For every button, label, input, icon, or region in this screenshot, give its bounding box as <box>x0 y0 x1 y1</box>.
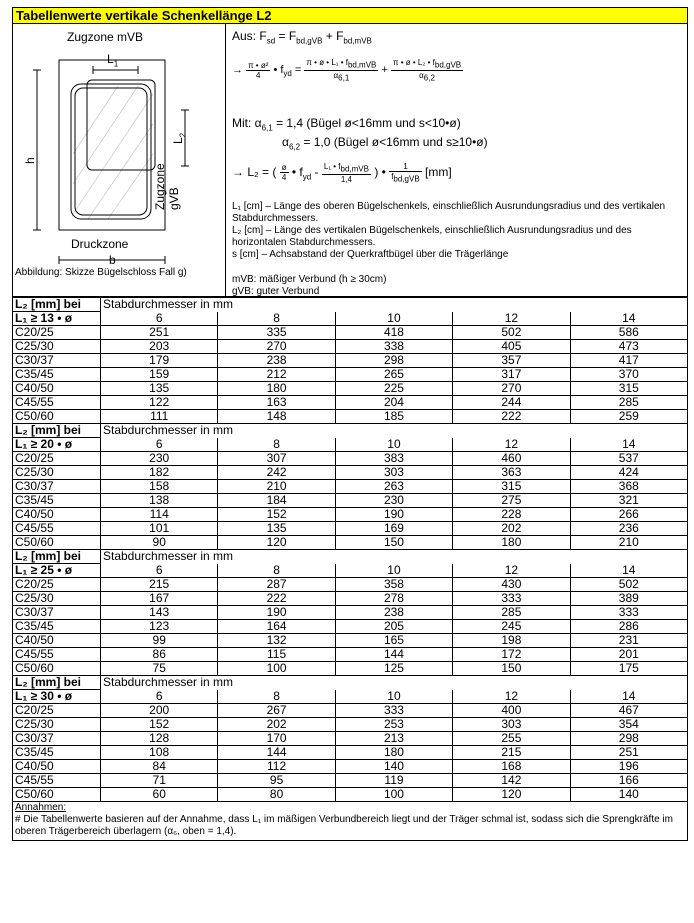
table-cell: 333 <box>453 592 570 606</box>
table-row <box>13 522 688 536</box>
table-row <box>13 354 688 368</box>
table-cell: 285 <box>453 606 570 620</box>
diameter-header: 6 <box>101 438 218 452</box>
table-cell: 321 <box>570 494 687 508</box>
concrete-grade: C25/30 <box>13 592 101 606</box>
table-cell: 473 <box>570 340 687 354</box>
diameter-header: 10 <box>335 564 452 578</box>
table-cell: 286 <box>570 620 687 634</box>
table-cell: 368 <box>570 480 687 494</box>
table-row <box>13 634 688 648</box>
diameter-header: 12 <box>453 564 570 578</box>
table-cell: 111 <box>101 410 218 424</box>
section-condition: L₁ ≥ 25 • ø <box>13 564 101 578</box>
concrete-grade: C50/60 <box>13 410 101 424</box>
table-cell: 383 <box>335 452 452 466</box>
table-cell: 317 <box>453 368 570 382</box>
table-cell: 315 <box>570 382 687 396</box>
table-row <box>13 606 688 620</box>
concrete-grade: C35/45 <box>13 368 101 382</box>
table-cell: 148 <box>218 410 335 424</box>
table-row <box>13 410 688 424</box>
table-cell: 537 <box>570 452 687 466</box>
diameter-row <box>13 312 688 326</box>
table-cell: 202 <box>218 718 335 732</box>
diameter-row <box>13 690 688 704</box>
table-cell: 253 <box>335 718 452 732</box>
b-label: b <box>109 253 116 267</box>
section-header-l2: L₂ [mm] bei <box>13 424 101 438</box>
section-header-row <box>13 424 688 438</box>
page <box>12 7 688 841</box>
sketch-caption: Abbildung: Skizze Bügelschloss Fall g) <box>15 267 187 278</box>
table-cell: 460 <box>453 452 570 466</box>
table-cell: 170 <box>218 732 335 746</box>
table-row <box>13 340 688 354</box>
section-header-l2: L₂ [mm] bei <box>13 298 101 312</box>
diameter-header: 8 <box>218 438 335 452</box>
zugzone-top-label: Zugzone mVB <box>67 30 144 44</box>
diameter-header: 8 <box>218 690 335 704</box>
legend-mvb: mVB: mäßiger Verbund (h ≥ 30cm) <box>232 274 387 285</box>
table-cell: 418 <box>335 326 452 340</box>
table-cell: 358 <box>335 578 452 592</box>
table-row <box>13 774 688 788</box>
table-cell: 175 <box>570 662 687 676</box>
table-cell: 205 <box>335 620 452 634</box>
table-cell: 163 <box>218 396 335 410</box>
table-cell: 122 <box>101 396 218 410</box>
diameter-row <box>13 564 688 578</box>
section-header-row <box>13 298 688 312</box>
table-row <box>13 760 688 774</box>
table-cell: 270 <box>453 382 570 396</box>
table-cell: 298 <box>570 732 687 746</box>
concrete-grade: C20/25 <box>13 452 101 466</box>
table-cell: 225 <box>335 382 452 396</box>
table-cell: 167 <box>101 592 218 606</box>
concrete-grade: C35/45 <box>13 620 101 634</box>
table-cell: 400 <box>453 704 570 718</box>
table-cell: 213 <box>335 732 452 746</box>
table-cell: 238 <box>218 354 335 368</box>
table-cell: 166 <box>570 774 687 788</box>
table-cell: 265 <box>335 368 452 382</box>
table-cell: 278 <box>335 592 452 606</box>
table-cell: 144 <box>335 648 452 662</box>
table-cell: 333 <box>335 704 452 718</box>
table-cell: 115 <box>218 648 335 662</box>
table-cell: 228 <box>453 508 570 522</box>
table-cell: 502 <box>570 578 687 592</box>
table-cell: 90 <box>101 536 218 550</box>
table-cell: 230 <box>101 452 218 466</box>
table-cell: 120 <box>453 788 570 802</box>
table-row <box>13 788 688 802</box>
formula-aus: Aus: $F_{sd} = F_{bd,gVB} + F_{bd,mVB}$ <box>232 29 372 46</box>
table-cell: 255 <box>453 732 570 746</box>
values-table <box>12 297 688 802</box>
table-cell: 140 <box>335 760 452 774</box>
table-cell: 424 <box>570 466 687 480</box>
table-cell: 135 <box>101 382 218 396</box>
table-cell: 417 <box>570 354 687 368</box>
table-cell: 212 <box>218 368 335 382</box>
concrete-grade: C45/55 <box>13 522 101 536</box>
diameter-header: 14 <box>570 438 687 452</box>
table-cell: 263 <box>335 480 452 494</box>
table-cell: 132 <box>218 634 335 648</box>
notes-heading: Annahmen: <box>15 802 67 813</box>
table-cell: 251 <box>101 326 218 340</box>
table-cell: 143 <box>101 606 218 620</box>
assumptions-notes <box>12 802 688 841</box>
table-cell: 363 <box>453 466 570 480</box>
concrete-grade: C45/55 <box>13 774 101 788</box>
table-row <box>13 592 688 606</box>
stirrup-drawing <box>13 24 225 296</box>
concrete-grade: C30/37 <box>13 606 101 620</box>
table-cell: 100 <box>218 662 335 676</box>
table-cell: 114 <box>101 508 218 522</box>
table-cell: 467 <box>570 704 687 718</box>
table-cell: 298 <box>335 354 452 368</box>
concrete-grade: C45/55 <box>13 396 101 410</box>
table-row <box>13 620 688 634</box>
druckzone-label: Druckzone <box>71 237 129 251</box>
table-row <box>13 368 688 382</box>
table-cell: 267 <box>218 704 335 718</box>
legend-s: s [cm] – Achsabstand der Querkraftbügel über die Trägerlänge <box>232 249 509 260</box>
formula-mit-2: $\alpha_{6,2} = 1,0$ (Bügel ø<16mm und s≥10•ø) <box>282 135 488 152</box>
formula-equation-1: → $\frac{\text{π • ø²}}{4}$ • $f_{yd}$ = $\frac{\pi • ø • L_1 • f_{bd,mVB}}{\alpha_{6,1}}$ + $\frac{\pi • ø • L_2 • f_{bd,gVB}}{\alpha_{6,2}}$ <box>232 58 462 83</box>
concrete-grade: C30/37 <box>13 354 101 368</box>
table-cell: 270 <box>218 340 335 354</box>
diameter-header: 10 <box>335 312 452 326</box>
table-cell: 95 <box>218 774 335 788</box>
legend-gvb: gVB: guter Verbund <box>232 286 320 297</box>
table-cell: 135 <box>218 522 335 536</box>
concrete-grade: C50/60 <box>13 662 101 676</box>
diameter-header: 14 <box>570 564 687 578</box>
notes-text: # Die Tabellenwerte basieren auf der Annahme, dass L₁ im mäßigen Verbundbereich liegt und der Träger schmal ist, sodass sich die Sprengkräfte im oberen Trägerbereich überlagern (α₆, oben = 1,4). <box>15 814 673 837</box>
table-cell: 184 <box>218 494 335 508</box>
table-cell: 338 <box>335 340 452 354</box>
table-row <box>13 396 688 410</box>
l2-label: $L_2$ <box>171 132 188 144</box>
table-row <box>13 732 688 746</box>
table-row <box>13 536 688 550</box>
table-cell: 238 <box>335 606 452 620</box>
table-cell: 190 <box>335 508 452 522</box>
table-row <box>13 494 688 508</box>
table-cell: 165 <box>335 634 452 648</box>
concrete-grade: C45/55 <box>13 648 101 662</box>
table-cell: 128 <box>101 732 218 746</box>
table-cell: 303 <box>453 718 570 732</box>
concrete-grade: C40/50 <box>13 760 101 774</box>
table-cell: 204 <box>335 396 452 410</box>
table-cell: 144 <box>218 746 335 760</box>
table-cell: 150 <box>453 662 570 676</box>
table-cell: 354 <box>570 718 687 732</box>
stab-label: Stabdurchmesser in mm <box>101 676 688 690</box>
table-cell: 430 <box>453 578 570 592</box>
table-cell: 370 <box>570 368 687 382</box>
section-header-l2: L₂ [mm] bei <box>13 676 101 690</box>
table-cell: 99 <box>101 634 218 648</box>
diameter-header: 6 <box>101 312 218 326</box>
table-cell: 185 <box>335 410 452 424</box>
table-cell: 152 <box>101 718 218 732</box>
table-cell: 158 <box>101 480 218 494</box>
table-row <box>13 704 688 718</box>
table-cell: 335 <box>218 326 335 340</box>
table-cell: 159 <box>101 368 218 382</box>
table-cell: 244 <box>453 396 570 410</box>
table-cell: 198 <box>453 634 570 648</box>
diameter-header: 12 <box>453 690 570 704</box>
table-row <box>13 508 688 522</box>
top-section <box>12 24 688 297</box>
table-row <box>13 578 688 592</box>
table-cell: 125 <box>335 662 452 676</box>
table-cell: 236 <box>570 522 687 536</box>
table-row <box>13 746 688 760</box>
table-cell: 210 <box>570 536 687 550</box>
table-cell: 389 <box>570 592 687 606</box>
table-cell: 75 <box>101 662 218 676</box>
legend-l2: L₂ [cm] – Länge des vertikalen Bügelschenkels, einschließlich Ausrundungsradius und des horizontalen Stabdurchmessers. <box>232 225 632 248</box>
diameter-header: 10 <box>335 438 452 452</box>
section-condition: L₁ ≥ 13 • ø <box>13 312 101 326</box>
concrete-grade: C30/37 <box>13 732 101 746</box>
diameter-header: 8 <box>218 312 335 326</box>
table-cell: 180 <box>453 536 570 550</box>
concrete-grade: C50/60 <box>13 788 101 802</box>
table-cell: 101 <box>101 522 218 536</box>
section-condition: L₁ ≥ 30 • ø <box>13 690 101 704</box>
page-title: Tabellenwerte vertikale Schenkellänge L2 <box>12 7 688 24</box>
table-row <box>13 480 688 494</box>
table-cell: 251 <box>570 746 687 760</box>
table-cell: 150 <box>335 536 452 550</box>
table-cell: 201 <box>570 648 687 662</box>
table-cell: 333 <box>570 606 687 620</box>
table-cell: 222 <box>453 410 570 424</box>
table-cell: 152 <box>218 508 335 522</box>
table-cell: 285 <box>570 396 687 410</box>
table-cell: 119 <box>335 774 452 788</box>
table-cell: 275 <box>453 494 570 508</box>
table-cell: 120 <box>218 536 335 550</box>
table-cell: 80 <box>218 788 335 802</box>
stab-label: Stabdurchmesser in mm <box>101 424 688 438</box>
table-cell: 315 <box>453 480 570 494</box>
table-cell: 86 <box>101 648 218 662</box>
table-row <box>13 326 688 340</box>
table-cell: 172 <box>453 648 570 662</box>
table-cell: 259 <box>570 410 687 424</box>
table-cell: 179 <box>101 354 218 368</box>
table-cell: 169 <box>335 522 452 536</box>
concrete-grade: C40/50 <box>13 634 101 648</box>
table-cell: 502 <box>453 326 570 340</box>
diameter-header: 12 <box>453 312 570 326</box>
table-cell: 231 <box>570 634 687 648</box>
table-row <box>13 662 688 676</box>
diameter-header: 14 <box>570 312 687 326</box>
table-cell: 230 <box>335 494 452 508</box>
table-cell: 303 <box>335 466 452 480</box>
table-cell: 196 <box>570 760 687 774</box>
table-cell: 215 <box>101 578 218 592</box>
diameter-header: 12 <box>453 438 570 452</box>
l1-label: $L_1$ <box>107 52 119 69</box>
zugzone-side-label: Zugzone gVB <box>153 163 181 210</box>
table-cell: 100 <box>335 788 452 802</box>
table-row <box>13 382 688 396</box>
table-cell: 203 <box>101 340 218 354</box>
formula-equation-2: → L₂ = ( $\frac{ø}{4}$ • $f_{yd}$ - $\frac{L_1 • f_{bd,mVB}}{1,4}$ ) • $\frac{1}{f_{bd,gVB}}$ [mm] <box>232 162 452 184</box>
table-cell: 190 <box>218 606 335 620</box>
section-header-row <box>13 550 688 564</box>
concrete-grade: C30/37 <box>13 480 101 494</box>
concrete-grade: C35/45 <box>13 494 101 508</box>
table-cell: 245 <box>453 620 570 634</box>
table-row <box>13 466 688 480</box>
diameter-header: 6 <box>101 690 218 704</box>
table-cell: 60 <box>101 788 218 802</box>
table-cell: 242 <box>218 466 335 480</box>
table-cell: 357 <box>453 354 570 368</box>
table-cell: 142 <box>453 774 570 788</box>
table-cell: 84 <box>101 760 218 774</box>
table-cell: 112 <box>218 760 335 774</box>
section-condition: L₁ ≥ 20 • ø <box>13 438 101 452</box>
concrete-grade: C20/25 <box>13 326 101 340</box>
concrete-grade: C25/30 <box>13 340 101 354</box>
formula-panel <box>226 24 687 296</box>
formula-mit-1: Mit: $\alpha_{6,1} = 1,4$ (Bügel ø<16mm und s<10•ø) <box>232 116 461 133</box>
stab-label: Stabdurchmesser in mm <box>101 298 688 312</box>
concrete-grade: C20/25 <box>13 704 101 718</box>
table-cell: 405 <box>453 340 570 354</box>
concrete-grade: C40/50 <box>13 382 101 396</box>
table-cell: 123 <box>101 620 218 634</box>
table-cell: 266 <box>570 508 687 522</box>
diameter-header: 10 <box>335 690 452 704</box>
diameter-header: 8 <box>218 564 335 578</box>
concrete-grade: C25/30 <box>13 718 101 732</box>
table-cell: 140 <box>570 788 687 802</box>
section-header-l2: L₂ [mm] bei <box>13 550 101 564</box>
table-cell: 287 <box>218 578 335 592</box>
h-label: h <box>23 157 37 164</box>
table-row <box>13 452 688 466</box>
table-cell: 210 <box>218 480 335 494</box>
concrete-grade: C35/45 <box>13 746 101 760</box>
table-cell: 71 <box>101 774 218 788</box>
section-header-row <box>13 676 688 690</box>
diameter-header: 14 <box>570 690 687 704</box>
table-cell: 108 <box>101 746 218 760</box>
table-cell: 586 <box>570 326 687 340</box>
table-row <box>13 718 688 732</box>
table-cell: 307 <box>218 452 335 466</box>
table-cell: 138 <box>101 494 218 508</box>
table-cell: 182 <box>101 466 218 480</box>
diameter-row <box>13 438 688 452</box>
stirrup-sketch <box>13 24 226 296</box>
table-cell: 180 <box>335 746 452 760</box>
concrete-grade: C40/50 <box>13 508 101 522</box>
concrete-grade: C50/60 <box>13 536 101 550</box>
table-cell: 215 <box>453 746 570 760</box>
concrete-grade: C20/25 <box>13 578 101 592</box>
table-cell: 180 <box>218 382 335 396</box>
table-cell: 200 <box>101 704 218 718</box>
table-cell: 222 <box>218 592 335 606</box>
concrete-grade: C25/30 <box>13 466 101 480</box>
legend-l1: L₁ [cm] – Länge des oberen Bügelschenkels, einschließlich Ausrundungsradius und des vertikalen Stabdurchmessers. <box>232 201 666 224</box>
table-cell: 168 <box>453 760 570 774</box>
table-row <box>13 648 688 662</box>
table-cell: 202 <box>453 522 570 536</box>
stab-label: Stabdurchmesser in mm <box>101 550 688 564</box>
table-cell: 164 <box>218 620 335 634</box>
diameter-header: 6 <box>101 564 218 578</box>
